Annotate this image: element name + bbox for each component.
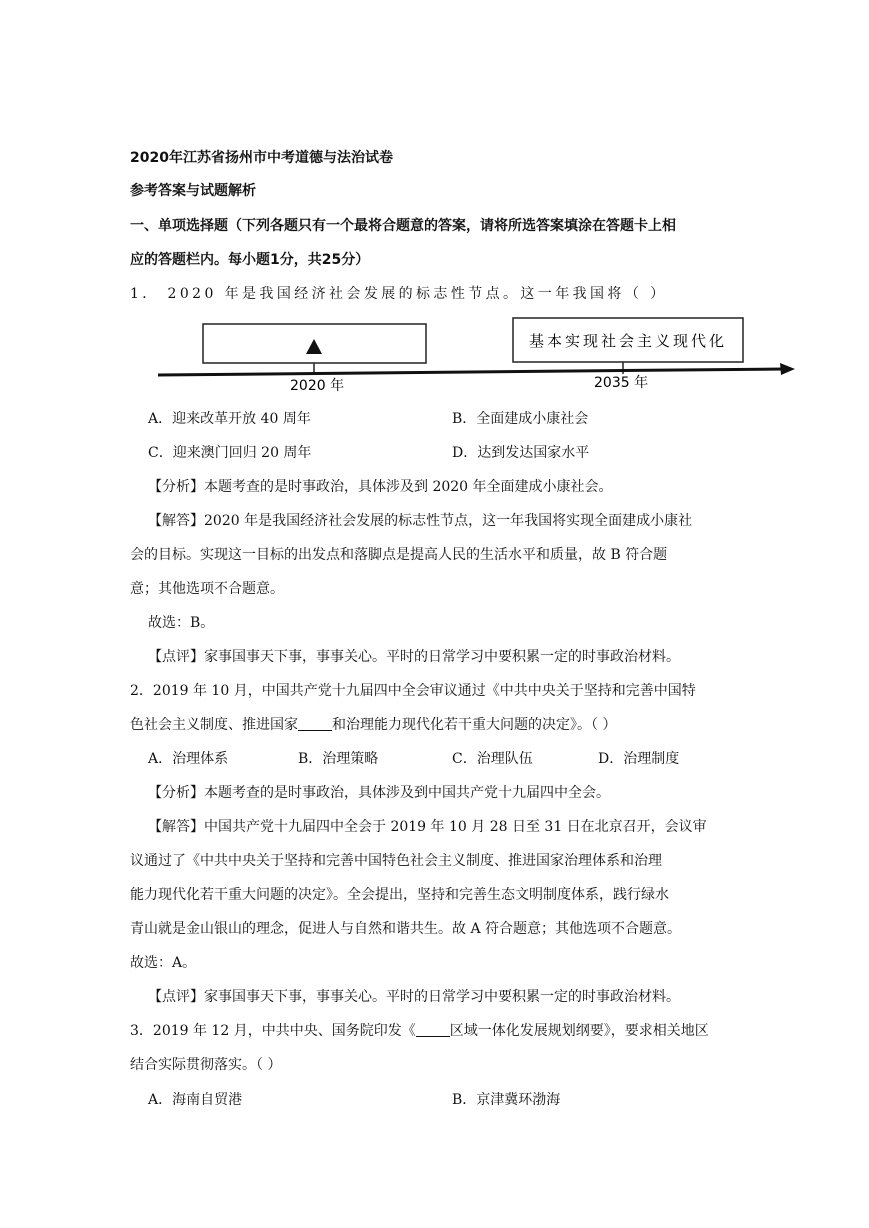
document-subtitle: 参考答案与试题解析 (130, 183, 256, 199)
q1-answer-line-1: 【解答】2020 年是我国经济社会发展的标志性节点，这一年我国将实现全面建成小康社 (148, 513, 693, 529)
q3-stem-line-2: 结合实际贯彻落实。（ ） (130, 1057, 282, 1073)
q2-answer-line-2: 议通过了《中共中央关于坚持和完善中国特色社会主义制度、推进国家治理体系和治理 (130, 853, 662, 869)
q3-option-a: A．海南自贸港 (148, 1092, 243, 1108)
q2-option-b: B．治理策略 (298, 751, 379, 767)
q1-timeline-axis (158, 369, 784, 375)
q3-option-b: B．京津冀环渤海 (452, 1092, 561, 1108)
q1-timeline-arrowhead (780, 363, 795, 375)
document-title: 2020年江苏省扬州市中考道德与法治试卷 (130, 150, 393, 166)
q2-stem-line-2 (130, 715, 616, 735)
q1-option-d: D．达到发达国家水平 (452, 445, 590, 461)
q2-option-c: C．治理队伍 (452, 751, 533, 767)
q1-right-year-label: 2035 年 (594, 375, 649, 391)
q1-option-a: A．迎来改革开放 40 周年 (148, 411, 311, 427)
section-heading-line-1: 一、单项选择题（下列各题只有一个最将合题意的答案，请将所选答案填涂在答题卡上相 (130, 218, 676, 234)
q1-analysis: 【分析】本题考查的是时事政治，具体涉及到 2020 年全面建成小康社会。 (148, 479, 613, 495)
q1-answer-line-2: 会的目标。实现这一目标的出发点和落脚点是提高人民的生活水平和质量，故 B 符合题 (130, 547, 668, 563)
q3-fill-blank (416, 1022, 450, 1037)
q3-stem-line-1 (130, 1021, 709, 1041)
q3-stem-line-1-end: 区域一体化发展规划纲要》，要求相关地区 (449, 1023, 709, 1039)
q2-option-d: D．治理制度 (598, 751, 680, 767)
q2-analysis: 【分析】本题考查的是时事政治，具体涉及到中国共产党十九届四中全会。 (148, 785, 610, 801)
q2-stem-line-1: 2．2019 年 10 月，中国共产党十九届四中全会审议通过《中共中央关于坚持和完善中国特 (130, 683, 696, 699)
q2-choice: 故选：A。 (130, 955, 197, 971)
q1-left-year-label: 2020 年 (290, 378, 345, 394)
q1-answer-line-3: 意；其他选项不合题意。 (130, 581, 284, 597)
q2-option-a: A．治理体系 (148, 751, 229, 767)
q2-answer-line-3: 能力现代化若干重大问题的决定》。全会提出，坚持和完善生态文明制度体系，践行绿水 (130, 887, 669, 903)
q1-timeline-figure (0, 0, 869, 400)
q3-stem-line-1-start: 3．2019 年 12 月，中共中央、国务院印发《 (130, 1023, 416, 1039)
q2-answer-line-1: 【解答】中国共产党十九届四中全会于 2019 年 10 月 28 日至 31 日在北京召开，会议审 (148, 819, 707, 835)
q2-stem-line-2-end: 和治理能力现代化若干重大问题的决定》。（ ） (332, 717, 617, 733)
q1-stem: 1． 2020 年是我国经济社会发展的标志性节点。这一年我国将（ ） (130, 286, 668, 302)
q2-comment: 【点评】家事国事天下事，事事关心。平时的日常学习中要积累一定的时事政治材料。 (148, 989, 680, 1005)
q1-choice: 故选：B。 (148, 615, 215, 631)
q2-stem-line-2-start: 色社会主义制度、推进国家 (130, 717, 298, 733)
q1-option-b: B．全面建成小康社会 (452, 411, 589, 427)
q1-triangle-marker (306, 339, 322, 354)
q1-option-c: C．迎来澳门回归 20 周年 (148, 445, 312, 461)
q2-fill-blank (298, 716, 332, 731)
q1-comment: 【点评】家事国事天下事，事事关心。平时的日常学习中要积累一定的时事政治材料。 (148, 649, 680, 665)
section-heading-line-2: 应的答题栏内。每小题1分，共25分） (130, 252, 370, 268)
q2-answer-line-4: 青山就是金山银山的理念，促进人与自然和谐共生。故 A 符合题意；其他选项不合题意。 (130, 921, 682, 937)
q1-right-box-label: 基本实现社会主义现代化 (528, 332, 728, 350)
